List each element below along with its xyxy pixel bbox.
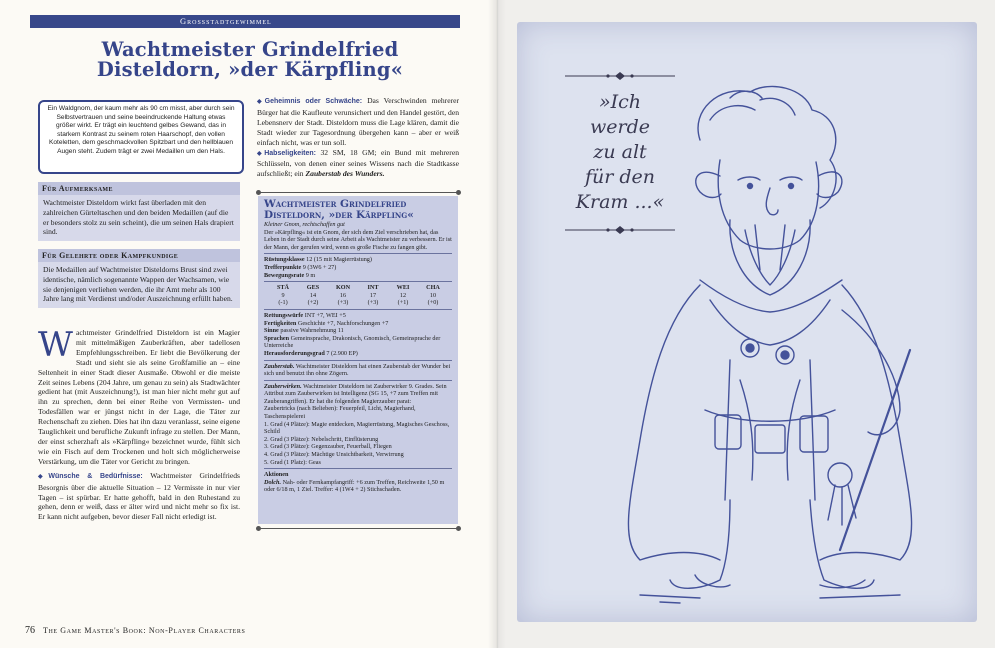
- ability-name: INT: [367, 284, 379, 292]
- skills-line: [264, 320, 452, 328]
- possessions-text: 32 SM, 18 GM; ein Bund mit mehreren Schlüsseln, von denen einer seines Wissens nach die Stadtkasse aufschließt; ein: [257, 147, 459, 179]
- dagger-text: Nah- oder Fernkampfangriff: +6 zum Treffen, Reichweite 1,50 m oder 6/18 m, 1 Ziel. Treffer: 4 (1W4 + 2) Stichschaden.: [264, 478, 445, 494]
- possessions-label: ◆ Habseligkeiten:: [257, 150, 316, 157]
- title-line-2: Disteldorn, »der Kärpfling«: [96, 58, 404, 81]
- ability-name: STÄ: [276, 284, 290, 292]
- speed-value: 9 m: [305, 271, 316, 279]
- divider: [264, 281, 452, 282]
- spellcasting-label: Zauberwirken.: [264, 382, 302, 390]
- languages-line: [264, 335, 452, 350]
- ability-str: [270, 284, 296, 307]
- panel-heading: Für Gelehrte oder Kampfkundige: [38, 249, 240, 262]
- spell-list-item: 2. Grad (3 Plätze): Nebelschritt, Einflüsterung: [264, 435, 379, 443]
- skills-value: Geschichte +7, Nachforschungen +7: [297, 319, 389, 327]
- panel-aufmerksame: [38, 182, 240, 241]
- challenge-value: 7 (2.900 EP): [326, 349, 358, 357]
- dagger-action: [264, 479, 452, 494]
- ability-score: 12: [399, 291, 407, 299]
- challenge-line: [264, 350, 452, 358]
- quote-line: »Ich: [598, 91, 641, 113]
- saves-label: Rettungswürfe: [264, 311, 304, 319]
- ability-mod: (-1): [278, 299, 288, 307]
- senses-line: [264, 327, 452, 335]
- ac-value: 12 (15 mit Magierrüstung): [306, 256, 372, 264]
- ability-name: GES: [306, 284, 320, 292]
- panel-heading: Für Aufmerksame: [38, 182, 240, 195]
- spell-list-item: Zaubertricks (nach Belieben): Feuerpfeil, Licht, Magierhand, Taschenspielerei: [264, 405, 416, 421]
- ability-mod: (+3): [337, 299, 349, 307]
- book-spine-shadow: [488, 0, 506, 648]
- divider: [264, 380, 452, 381]
- senses-value: passive Wahrnehmung 11: [280, 327, 344, 335]
- actions-heading: Aktionen: [264, 471, 289, 479]
- ability-name: KON: [335, 284, 351, 292]
- ability-name: WEI: [396, 284, 410, 292]
- stat-block-bottom-rule: [256, 526, 461, 531]
- main-text: achtmeister Grindelfried Disteldorn ist ein Magier mit mittelmäßigen Zauberkräften, aber tadellosen Empfehlungsschreiben. Er liebt die Bevölkerung der Stadt und sieht sie als seine Großfamilie an – eine Seltenheit in einer Stadt dieser Ausmaße. Obwohl er die meiste Zeit seines Lebens (204 Jahre, um genau zu sein) als Stadtwächter gedient hat (mit Auszeichnung!), ist man hier nicht mehr gut auf ihn zu sprechen, denn bei einer Reihe von Vermissten- und Todesfällen war er jüngst nicht in der Lage, die Täter zur Rechenschaft zu ziehen. Dies hat ihn dazu veranlasst, seine eigene Tauglichkeit und berufliche Zukunft infrage zu stellen. Der Mann, der einst scherzhaft als »Kärpfling« bezeichnet wurde, fühlt sich wie ein Fisch auf dem Trockenen und holt sich möglicherweise Verstärkung, um die Täter vor Gericht zu bringen.: [38, 328, 240, 466]
- saves-line: [264, 312, 452, 320]
- section-title: Grossstadtgewimmel: [180, 16, 272, 26]
- ability-score: 9: [281, 291, 285, 299]
- stat-block-name: Wachtmeister Grindelfried Disteldorn, »der Kärpfling«: [264, 198, 414, 221]
- ability-mod: (+3): [367, 299, 379, 307]
- ability-dex: [300, 284, 326, 307]
- quote-line: für den: [584, 166, 656, 188]
- page-number: 76: [25, 625, 35, 636]
- main-description: [38, 325, 240, 522]
- stat-block-desc: Der »Kärpfling« ist ein Gnom, der sich dem Ziel verschrieben hat, das Leben in der Stadt durch seine Arbeit als Wachtmeister zu verbessern. Er ist der Mann, der gerufen wird, wenn es große Fische zu fangen gibt.: [264, 228, 452, 251]
- intro-description-box: [38, 100, 244, 174]
- panel-text: Die Medaillen auf Wachtmeister Disteldorns Brust sind zwei identische, nämlich sogenannte Wappen der Wachsamen, wie sie denjenigen verliehen werden, die ihr Amt mehr als 100 Jahre lang mit Verdienst und/oder Auszeichnung erfüllt haben.: [43, 265, 233, 304]
- spellcasting-trait: [264, 383, 452, 406]
- title-line-1: Wachtmeister Grindelfried: [101, 38, 399, 61]
- ability-score: 10: [429, 291, 437, 299]
- ability-con: [330, 284, 356, 307]
- divider: [264, 360, 452, 361]
- languages-label: Sprachen: [264, 334, 290, 342]
- possessions-item: Zauberstab des Wunders.: [305, 169, 385, 179]
- ability-mod: (+2): [307, 299, 319, 307]
- quote-line: zu alt: [593, 141, 647, 163]
- skills-label: Fertigkeiten: [264, 319, 297, 327]
- spell-list-item: 5. Grad (1 Platz): Geas: [264, 458, 321, 466]
- hp-value: 9 (3W6 + 27): [302, 263, 337, 271]
- drop-cap: W: [38, 325, 73, 365]
- senses-label: Sinne: [264, 327, 279, 335]
- intro-text: Ein Waldgnom, der kaum mehr als 90 cm misst, aber durch sein Selbstvertrauen und seine beeindruckende Haltung etwas größer wirkt. Er trägt ein leuchtend gelbes Gewand, das in starkem Kontrast zu seinem roten Haarschopf, den vollen Koteletten, dem geschmackvollen Spitzbart und den hellblauen Augen steht. Zudem trägt er zwei Medaillen um den Hals.: [47, 105, 235, 155]
- possessions-paragraph: [257, 148, 459, 180]
- ability-wis: [390, 284, 416, 307]
- secret-text: Das Verschwinden mehrerer Bürger hat die Kaufleute verunsichert und den Handel gestört, den Lebensnerv der Stadt. Disteldorn muss die Lage klären, damit die Stadt wieder zur Tagesordnung übergehen kann – aber er weiß einfach nicht, was er tun soll.: [257, 96, 460, 147]
- gnome-illustration: [580, 80, 960, 610]
- divider: [264, 253, 452, 254]
- page-footer: [25, 625, 245, 636]
- ability-scores: [270, 284, 446, 307]
- stat-block: [258, 196, 458, 524]
- ability-mod: (+1): [397, 299, 409, 307]
- wishes-paragraph: [38, 471, 240, 523]
- ability-cha: [420, 284, 446, 307]
- ability-score: 17: [369, 291, 377, 299]
- challenge-label: Herausforderungsgrad: [264, 349, 325, 357]
- saves-value: INT +7, WEI +5: [304, 311, 346, 319]
- languages-value: Gemeinsprache, Drakonisch, Gnomisch, Gemeinsprache der Unterreiche: [264, 334, 441, 350]
- wand-label: Zauberstab.: [264, 362, 295, 370]
- spell-list: [264, 405, 452, 466]
- spell-list-item: 4. Grad (3 Plätze): Mächtige Unsichtbarkeit, Verwirrung: [264, 451, 404, 459]
- ac-label: Rüstungsklasse: [264, 256, 305, 264]
- hit-points-line: [264, 264, 452, 272]
- speed-line: [264, 272, 452, 280]
- wand-text: Wachtmeister Disteldorn hat einen Zauberstab der Wunder bei sich und benutzt ihn ohne Zögern.: [264, 362, 451, 378]
- ornament-top-icon: [565, 72, 675, 80]
- book-title: The Game Master's Book: Non-Player Characters: [43, 626, 246, 635]
- page-title: [40, 40, 460, 80]
- panel-text: Wachtmeister Disteldorn wirkt fast überladen mit den zahlreichen Gürteltaschen und den beiden Medaillen (auf die er besonders stolz zu sein scheint), die um seinen Hals drapiert sind.: [43, 198, 234, 237]
- ability-name: CHA: [426, 284, 440, 292]
- right-column-text: [257, 96, 459, 179]
- divider: [264, 309, 452, 310]
- spell-list-item: 3. Grad (3 Plätze): Gegenzauber, Feuerball, Fliegen: [264, 443, 392, 451]
- wand-trait: [264, 363, 452, 378]
- dagger-label: Dolch.: [264, 478, 282, 486]
- section-header: [30, 15, 460, 28]
- ability-score: 16: [339, 291, 347, 299]
- spell-list-item: 1. Grad (4 Plätze): Magie entdecken, Magierrüstung, Magisches Geschoss, Schild: [264, 420, 450, 436]
- ability-int: [360, 284, 386, 307]
- stat-block-top-rule: [256, 190, 461, 195]
- ability-mod: (+0): [427, 299, 439, 307]
- speed-label: Bewegungsrate: [264, 271, 305, 279]
- divider: [264, 468, 452, 469]
- secret-paragraph: [257, 96, 459, 148]
- armor-class-line: [264, 256, 452, 264]
- stat-block-type: Kleiner Gnom, rechtschaffen gut: [264, 221, 345, 228]
- quote-line: werde: [590, 116, 650, 138]
- panel-gelehrte: [38, 249, 240, 308]
- wishes-label: ◆ Wünsche & Bedürfnisse:: [38, 473, 143, 480]
- wishes-text: Wachtmeister Grindelfrieds Besorgnis über die aktuelle Situation – 12 Vermisste in nur vier Tagen – ist spürbar. Er hatte gehofft, bald in den Ruhestand zu gehen, denn er weiß, dass er älter wird und nicht mehr so fix ist. Er kann nicht aufgeben, bevor dieser Fall nicht erledigt ist.: [38, 470, 240, 522]
- hp-label: Trefferpunkte: [264, 263, 302, 271]
- ability-score: 14: [309, 291, 317, 299]
- secret-label: ◆ Geheimnis oder Schwäche:: [257, 98, 362, 105]
- spellcasting-text: Wachtmeister Disteldorn ist Zauberwirker 9. Grades. Sein Attribut zum Zauberwirken ist Intelligenz (SG 15, +7 zum Treffen mit Zauberangriffen). Er hat die folgenden Magierzauber parat:: [264, 382, 447, 405]
- quote-line: Kram ...«: [575, 191, 665, 213]
